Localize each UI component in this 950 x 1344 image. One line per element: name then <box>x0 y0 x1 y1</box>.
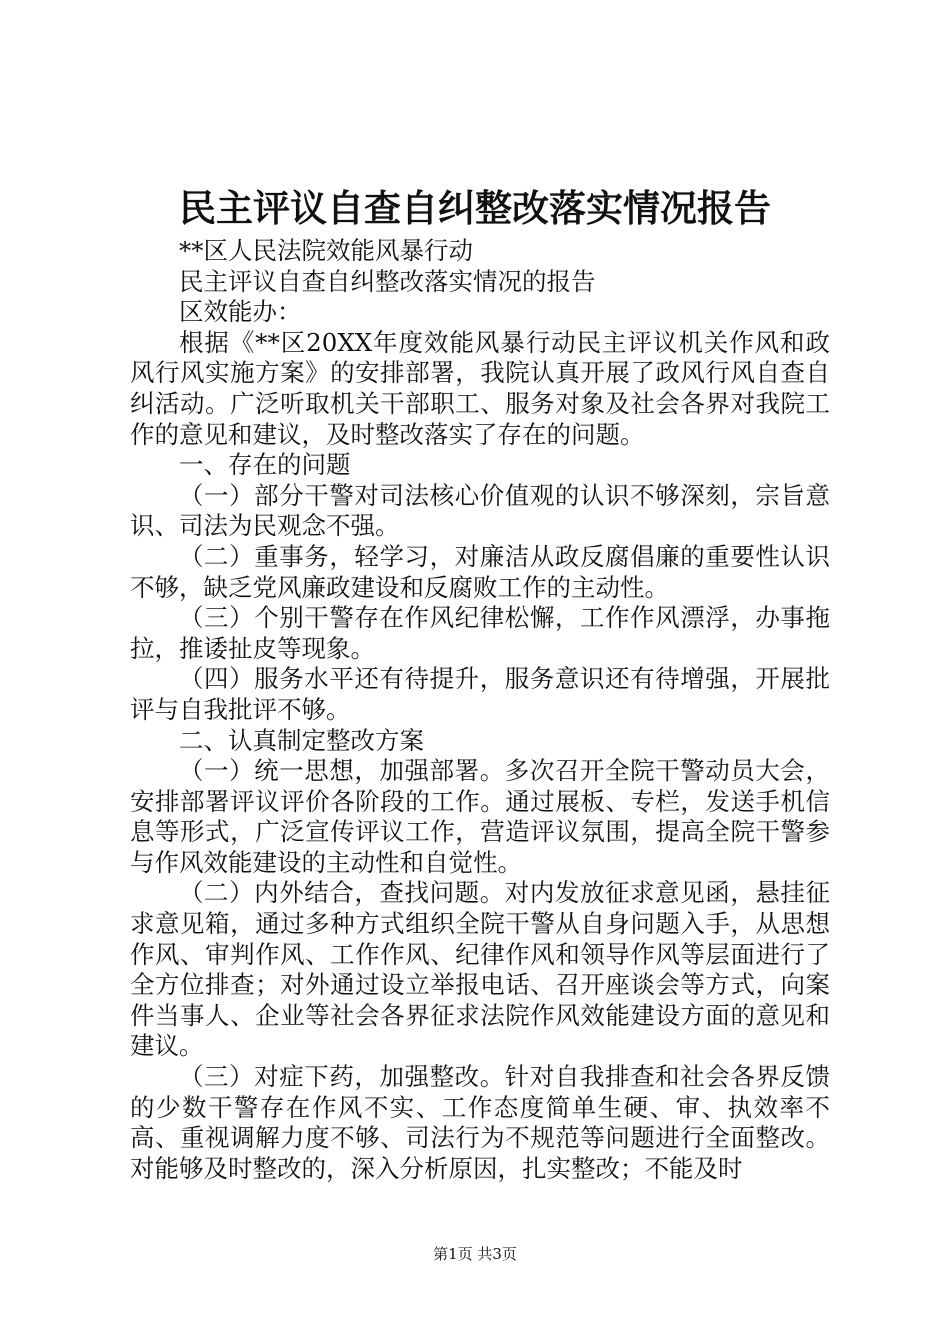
paragraph-recipient: 区效能办： <box>179 297 302 327</box>
paragraph-problem-4: （四）服务水平还有待提升，服务意识还有待增强，开展批评与自我批评不够。 <box>130 664 830 724</box>
paragraph-court-name: **区人民法院效能风暴行动 <box>179 236 473 265</box>
paragraph-plan-3: （三）对症下药，加强整改。针对自我排查和社会各界反馈的少数干警存在作风不实、工作态度简单生硬、审、执效率不高、重视调解力度不够、司法行为不规范等问题进行全面整改。对能够及时整改的，深入分析原因，扎实整改；不能及时 <box>130 1062 830 1183</box>
section-heading-problems: 一、存在的问题 <box>179 450 351 480</box>
paragraph-problem-1: （一）部分干警对司法核心价值观的认识不够深刻，宗旨意识、司法为民观念不强。 <box>130 480 830 541</box>
paragraph-plan-1: （一）统一思想，加强部署。多次召开全院干警动员大会，安排部署评议评价各阶段的工作。通过展板、专栏，发送手机信息等形式，广泛宣传评议工作，营造评议氛围，提高全院干警参与作风效能建设的主动性和自觉性。 <box>130 756 830 877</box>
paragraph-problem-2: （二）重事务，轻学习，对廉洁从政反腐倡廉的重要性认识不够，缺乏党风廉政建设和反腐败工作的主动性。 <box>130 541 830 602</box>
document-body <box>130 236 830 1184</box>
paragraph-problem-3: （三）个别干警存在作风纪律松懈，工作作风漂浮，办事拖拉，推诿扯皮等现象。 <box>130 603 830 663</box>
page-number-footer: 第1页 共3页 <box>433 1245 517 1263</box>
document-title: 民主评议自查自纠整改落实情况报告 <box>179 186 771 230</box>
paragraph-report-title: 民主评议自查自纠整改落实情况的报告 <box>179 266 596 296</box>
paragraph-intro: 根据《**区20XX年度效能风暴行动民主评议机关作风和政风行风实施方案》的安排部署，我院认真开展了政风行风自查自纠活动。广泛听取机关干部职工、服务对象及社会各界对我院工作的意见和建议，及时整改落实了存在的问题。 <box>130 327 830 449</box>
paragraph-plan-2: （二）内外结合，查找问题。对内发放征求意见函，悬挂征求意见箱，通过多种方式组织全院干警从自身问题入手，从思想作风、审判作风、工作作风、纪律作风和领导作风等层面进行了全方位排查；对外通过设立举报电话、召开座谈会等方式，向案件当事人、企业等社会各界征求法院作风效能建设方面的意见和建议。 <box>130 878 830 1061</box>
section-heading-plan: 二、认真制定整改方案 <box>179 725 424 755</box>
